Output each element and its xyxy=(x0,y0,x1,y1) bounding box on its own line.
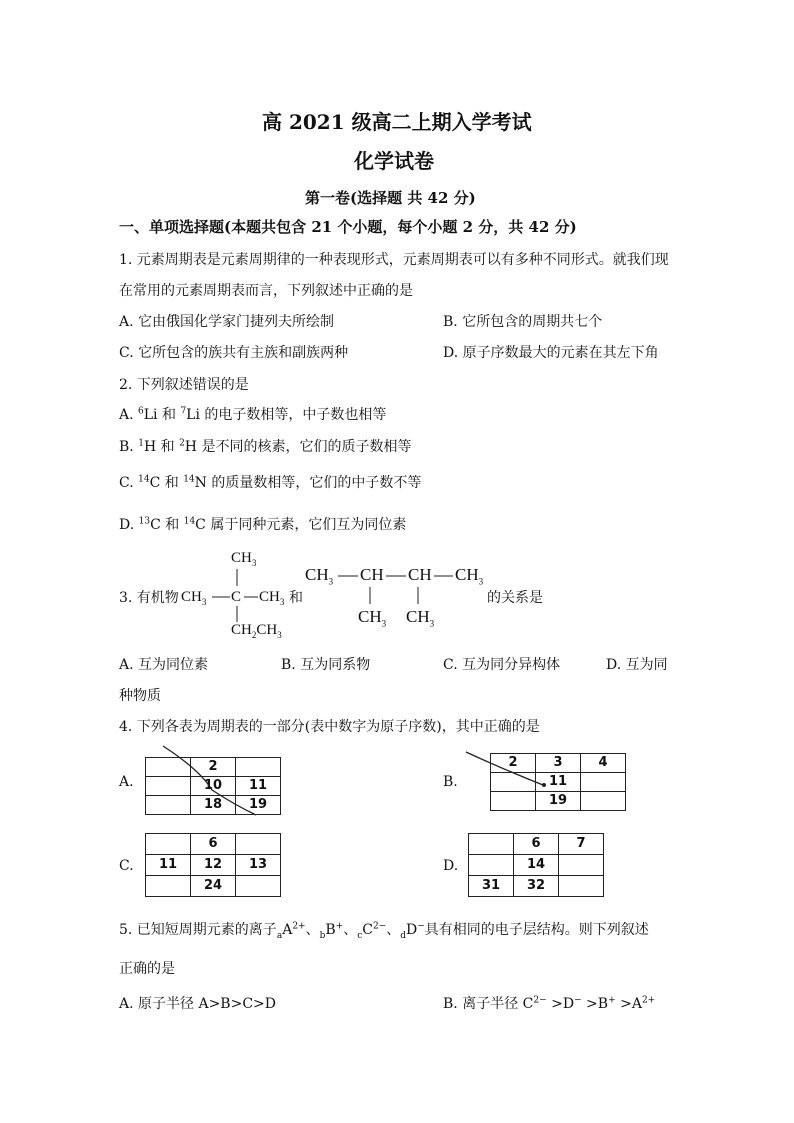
ion-charge: 2+ xyxy=(641,995,656,1006)
q5-option-a: A. 原子半径 A>B>C>D xyxy=(119,996,276,1012)
cell: 11 xyxy=(146,855,191,876)
mol1-top-group: $CH_3$ xyxy=(231,550,257,568)
ion-charge: − xyxy=(574,995,582,1006)
element-symbol: C xyxy=(149,475,161,491)
separator: 、 xyxy=(343,922,358,938)
comparison-sign: > xyxy=(581,996,598,1012)
cell: 19 xyxy=(536,792,581,811)
q3-option-d: D. 互为同 xyxy=(606,657,668,673)
q3-prefix: 3. 有机物 xyxy=(119,590,179,606)
q3-option-b: B. 互为同系物 xyxy=(281,657,371,673)
mass-number: 14 xyxy=(138,474,150,485)
mass-number: 1 xyxy=(138,438,144,449)
ion-symbol: A xyxy=(282,922,293,938)
element-symbol: H xyxy=(143,439,157,455)
cell: 2 xyxy=(191,758,236,777)
q3-option-d-continued: 种物质 xyxy=(119,688,161,704)
periodic-table-d xyxy=(468,833,604,897)
q1-option-a: A. 它由俄国化学家门捷列夫所绘制 xyxy=(119,314,335,330)
cell: 19 xyxy=(236,796,281,815)
exam-title: 高 2021 级高二上期入学考试 xyxy=(262,110,532,134)
cell: 31 xyxy=(469,876,514,897)
atomic-number-label: c xyxy=(357,930,363,941)
cell: 7 xyxy=(559,834,604,855)
periodic-table-c xyxy=(145,833,281,897)
cell: 13 xyxy=(236,855,281,876)
q1-stem-line2: 在常用的元素周期表而言，下列叙述中正确的是 xyxy=(119,283,413,299)
q5-option-b xyxy=(443,993,655,1013)
option-letter: C. xyxy=(119,475,139,491)
option-text: 属于同种元素，它们互为同位素 xyxy=(205,517,407,533)
q1-option-b: B. 它所包含的周期共七个 xyxy=(443,314,603,330)
atomic-number-label: b xyxy=(319,930,326,941)
mol2-c3: CH xyxy=(408,565,432,584)
ion-charge: − xyxy=(417,921,425,932)
connector-text: 和 xyxy=(160,475,184,491)
mol1-left-group: $CH_3$ xyxy=(181,589,207,607)
cell xyxy=(146,834,191,855)
atomic-number-label: d xyxy=(400,930,407,941)
cell: 2 xyxy=(491,754,536,773)
element-symbol: C xyxy=(150,517,161,533)
cell: 32 xyxy=(514,876,559,897)
cell: 3 xyxy=(536,754,581,773)
mass-number: 7 xyxy=(180,406,187,417)
q1-stem-line1: 1. 元素周期表是元素周期律的一种表现形式，元素周期表可以有多种不同形式。就我们现 xyxy=(119,252,669,268)
mol1-bottom-group: $CH_2CH_3$ xyxy=(231,622,282,640)
q5-stem-line2: 正确的是 xyxy=(119,961,175,977)
cell xyxy=(559,876,604,897)
section-heading: 第一卷(选择题 共 42 分) xyxy=(305,189,476,207)
ion-symbol: A xyxy=(631,996,642,1012)
ion-symbol: C xyxy=(522,996,534,1012)
q4-label-c: C. xyxy=(119,858,134,874)
cell xyxy=(236,834,281,855)
q4-label-d: D. xyxy=(443,858,459,874)
element-symbol: C xyxy=(195,517,206,533)
ion-charge: + xyxy=(608,995,616,1006)
ion-symbol: B xyxy=(597,996,609,1012)
mol1-right-group: $CH_3$ xyxy=(259,589,285,607)
q4-label-a: A. xyxy=(119,774,134,790)
q3-suffix: 的关系是 xyxy=(487,590,543,606)
option-letter: B. xyxy=(119,439,139,455)
comparison-sign: > xyxy=(546,996,563,1012)
mol1-center-carbon: C xyxy=(231,589,242,605)
cell: 6 xyxy=(514,834,559,855)
separator: 、 xyxy=(305,922,320,938)
exam-subtitle: 化学试卷 xyxy=(354,149,434,173)
ion-symbol: D xyxy=(406,922,418,938)
element-symbol: Li xyxy=(143,407,158,423)
ion-symbol: B xyxy=(325,922,336,938)
ion-charge: 2− xyxy=(372,921,387,932)
cell: 11 xyxy=(536,773,581,792)
q4-label-b: B. xyxy=(443,774,458,790)
connector-text: 和 xyxy=(160,517,184,533)
ion-charge: 2+ xyxy=(292,921,306,932)
ion-symbol: C xyxy=(362,922,373,938)
cell xyxy=(559,855,604,876)
cell xyxy=(236,876,281,897)
cell: 4 xyxy=(581,754,626,773)
comparison-sign: > xyxy=(615,996,632,1012)
element-symbol: N xyxy=(194,475,207,491)
cell: 11 xyxy=(236,777,281,796)
ion-charge: 2− xyxy=(533,995,547,1006)
option-text: B. 离子半径 xyxy=(443,996,523,1012)
mol2-branch-2: $CH_3$ xyxy=(406,607,435,629)
part-heading: 一、单项选择题(本题共包含 21 个小题，每个小题 2 分，共 42 分) xyxy=(119,218,577,236)
cell: 12 xyxy=(191,855,236,876)
q3-and: 和 xyxy=(289,590,303,606)
cell xyxy=(469,855,514,876)
q1-option-c: C. 它所包含的族共有主族和副族两种 xyxy=(119,345,349,361)
option-text: 是不同的核素，它们的质子数相等 xyxy=(197,439,412,455)
atomic-number-label: a xyxy=(276,930,283,941)
q2-stem: 2. 下列叙述错误的是 xyxy=(119,377,249,393)
q3-option-c: C. 互为同分异构体 xyxy=(443,657,561,673)
q5-stem-line1 xyxy=(119,919,649,939)
element-symbol: Li xyxy=(186,407,200,423)
cell: 18 xyxy=(191,796,236,815)
stem-text: 5. 已知短周期元素的离子 xyxy=(119,922,277,938)
option-text: 的电子数相等，中子数也相等 xyxy=(199,407,387,423)
mol2-branch-1: $CH_3$ xyxy=(358,607,387,629)
cell xyxy=(146,876,191,897)
option-letter: A. xyxy=(119,407,139,423)
q1-option-d: D. 原子序数最大的元素在其左下角 xyxy=(443,345,659,361)
q4-stem: 4. 下列各表为周期表的一部分(表中数字为原子序数)，其中正确的是 xyxy=(119,719,540,735)
mol2-c1: $CH_3$ xyxy=(305,565,334,587)
mass-number: 14 xyxy=(183,516,196,527)
mass-number: 14 xyxy=(183,474,195,485)
q3-option-a: A. 互为同位素 xyxy=(119,657,209,673)
separator: 、 xyxy=(386,922,401,938)
cell xyxy=(469,834,514,855)
cell: 10 xyxy=(191,777,236,796)
connector-text: 和 xyxy=(157,407,181,423)
mol2-c2: CH xyxy=(360,565,384,584)
connector-text: 和 xyxy=(156,439,180,455)
cell: 24 xyxy=(191,876,236,897)
mol2-c4: $CH_3$ xyxy=(455,565,484,587)
mass-number: 13 xyxy=(138,516,151,527)
stem-text: 具有相同的电子层结构。则下列叙述 xyxy=(424,922,649,938)
option-letter: D. xyxy=(119,517,139,533)
mass-number: 2 xyxy=(179,438,185,449)
option-text: 的质量数相等，它们的中子数不等 xyxy=(206,475,422,491)
element-symbol: H xyxy=(184,439,198,455)
mass-number: 6 xyxy=(138,406,144,417)
cell: 6 xyxy=(191,834,236,855)
ion-symbol: D xyxy=(562,996,575,1012)
cell: 14 xyxy=(514,855,559,876)
ion-charge: + xyxy=(335,921,344,932)
